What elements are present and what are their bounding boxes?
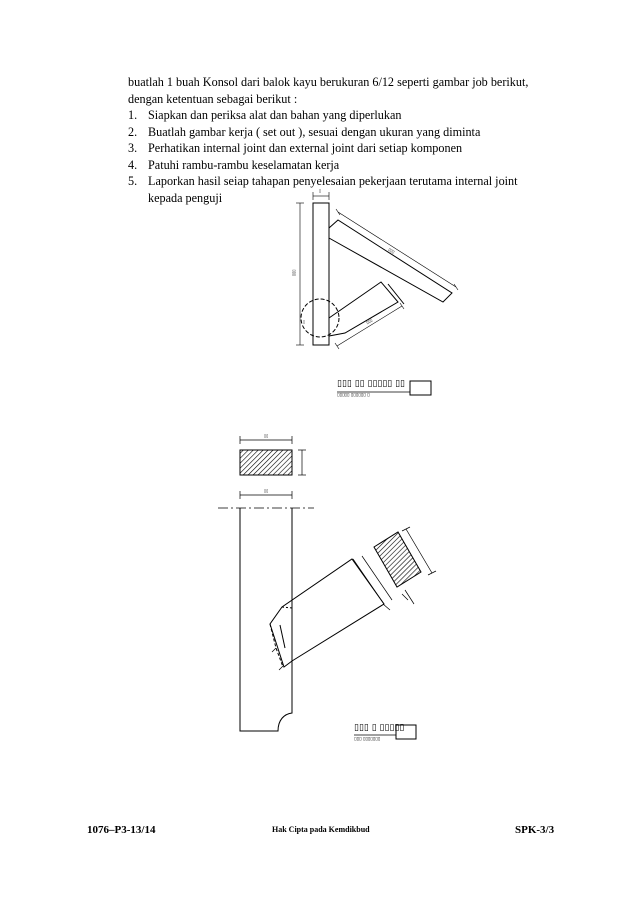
- console-overview-drawing: [291, 188, 458, 398]
- vertical-post-detail: [240, 508, 292, 731]
- brace-cross-section: [374, 532, 421, 587]
- svg-text:▯: ▯: [303, 319, 306, 324]
- brace-detail: [270, 559, 384, 667]
- vertical-post: [313, 203, 329, 345]
- joint-detail-drawing: [218, 433, 436, 742]
- list-number: 2.: [128, 124, 138, 139]
- list-text: Laporkan hasil seiap tahapan penyelesaian pekerjaan terutama internal joint: [148, 174, 518, 188]
- title-box: [410, 381, 431, 395]
- list-number: 1.: [128, 108, 138, 122]
- upper-diagonal-beam: [329, 220, 452, 302]
- svg-text:▯▯▯: ▯▯▯: [364, 317, 374, 325]
- document-code: 1076–P3-13/14: [87, 824, 156, 836]
- list-text: Perhatikan internal joint dan external joint dari setiap komponen: [148, 141, 463, 155]
- list-text: Buatlah gambar kerja ( set out ), sesuai dengan ukuran yang diminta: [148, 124, 481, 139]
- lower-brace: [329, 282, 398, 336]
- list-text: Patuhi rambu-rambu keselamatan kerja: [148, 157, 340, 172]
- drawing-1-title: ▯▯▯ ▯▯ ▯▯▯▯▯ ▯▯: [337, 379, 406, 389]
- intro-line-2: dengan ketentuan sebagai berikut :: [128, 91, 298, 106]
- detail-circle: [301, 299, 339, 337]
- list-number: 5.: [128, 174, 138, 188]
- drawing-2-title: ▯▯▯ ▯ ▯▯▯▯▯: [354, 723, 405, 733]
- page-number: SPK-3/3: [515, 824, 555, 836]
- list-number: 3.: [128, 141, 138, 155]
- drawing-2-scale: ▯▯▯ ▯▯▯▯▯▯▯: [354, 737, 381, 742]
- svg-text:▯▯: ▯▯: [264, 433, 269, 438]
- list-text: Siapkan dan periksa alat dan bahan yang diperlukan: [148, 108, 402, 122]
- intro-line-1: buatlah 1 buah Konsol dari balok kayu berukuran 6/12 seperti gambar job berikut,: [128, 75, 529, 89]
- svg-text:▯▯▯: ▯▯▯: [387, 246, 396, 255]
- list-number: 4.: [128, 157, 138, 172]
- list-text-continuation: kepada penguji: [148, 190, 223, 205]
- post-cross-section: [240, 450, 292, 475]
- copyright-notice: Hak Cipta pada Kemdikbud: [272, 825, 370, 834]
- dimension-label: ▯: [319, 188, 322, 193]
- svg-text:▯▯▯: ▯▯▯: [291, 269, 296, 276]
- drawing-1-scale: ▯▯▯▯▯ ▯▯▯▯▯▯ ▯: [337, 393, 370, 398]
- svg-text:▯▯: ▯▯: [264, 488, 269, 493]
